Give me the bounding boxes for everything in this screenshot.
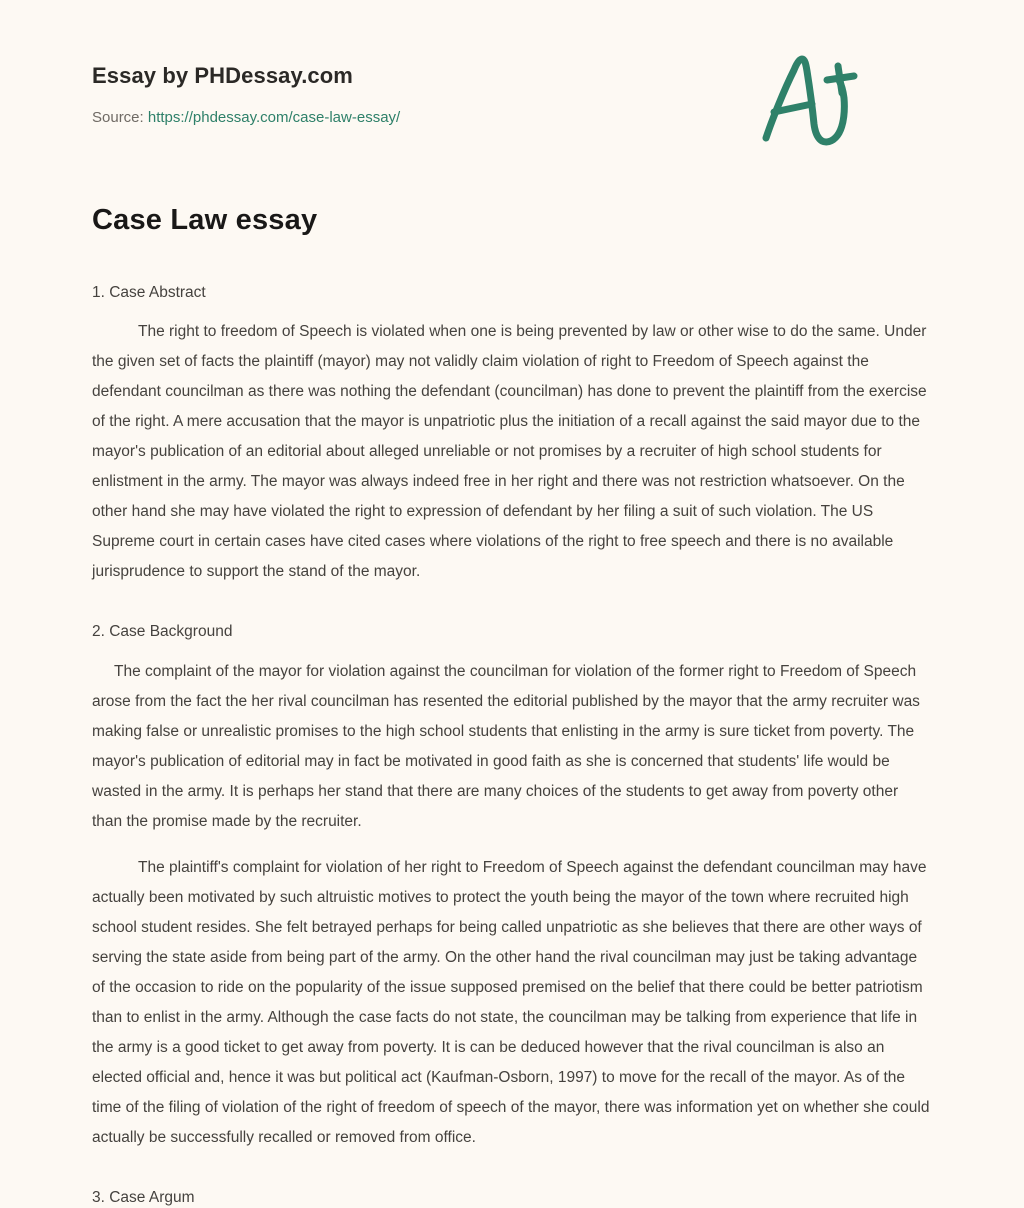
section-heading-2: 2. Case Background: [92, 623, 233, 641]
source-label: Source:: [92, 108, 148, 126]
page-title: Case Law essay: [92, 204, 318, 236]
source-url-link[interactable]: https://phdessay.com/case-law-essay/: [147, 108, 401, 126]
section-heading-1: 1. Case Abstract: [92, 283, 206, 301]
page-header: [92, 0, 930, 127]
aplus-logo-icon: [750, 46, 868, 150]
section-2-paragraph-1: The complaint of the mayor for violation against the councilman for violation of the former right to Freedom of Speech arose from the fact the her rival councilman has resented the editorial published by the mayor that the army recruiter was making false or unrealistic promises to the high school students that enlisting in the army is sure ticket from poverty. The mayor's publication of editorial may in fact be motivated in good faith as she is concerned that students' life would be wasted in the army. It is perhaps her stand that there are many choices of the students to get away from poverty other than the promise made by the recruiter.: [92, 663, 920, 831]
section-1-paragraph-1: The right to freedom of Speech is violated when one is being prevented by law or other wise to do the same. Under the given set of facts the plaintiff (mayor) may not validly claim violation of right to Freedom of Speech against the defendant councilman as there was nothing the defendant (councilman) has done to prevent the plaintiff from the exercise of the right. A mere accusation that the mayor is unpatriotic plus the initiation of a recall against the said mayor due to the mayor's publication of an editorial about alleged unreliable or not promises by a recruiter of high school students for enlistment in the army. The mayor was always indeed free in her right and there was not restriction whatsoever. On the other hand she may have violated the right to expression of defendant by her filing a suit of such violation. The US Supreme court in certain cases have cited cases where violations of the right to free speech and there is no available jurisprudence to support the stand of the mayor.: [92, 323, 927, 581]
section-heading-3: 3. Case Argum: [92, 1188, 195, 1206]
section-2-paragraph-2: The plaintiff's complaint for violation of her right to Freedom of Speech against the defendant councilman may have actually been motivated by such altruistic motives to protect the youth being the mayor of the town where recruited high school student resides. She felt betrayed perhaps for being called unpatriotic as she believes that there are other ways of serving the state aside from being part of the army. On the other hand the rival councilman may just be taking advantage of the occasion to ride on the popularity of the issue supposed premised on the belief that there could be better patriotism than to enlist in the army. Although the case facts do not state, the councilman may be talking from experience that life in the army is a good ticket to get away from poverty. It is can be deduced however that the rival councilman is also an elected official and, hence it was but political act (Kaufman-Osborn, 1997) to move for the recall of the mayor. As of the time of the filing of violation of the right of freedom of speech of the mayor, there was information yet on whether she could actually be successfully recalled or removed from office.: [92, 858, 930, 1146]
brand-title: Essay by PHDessay.com: [92, 63, 353, 88]
